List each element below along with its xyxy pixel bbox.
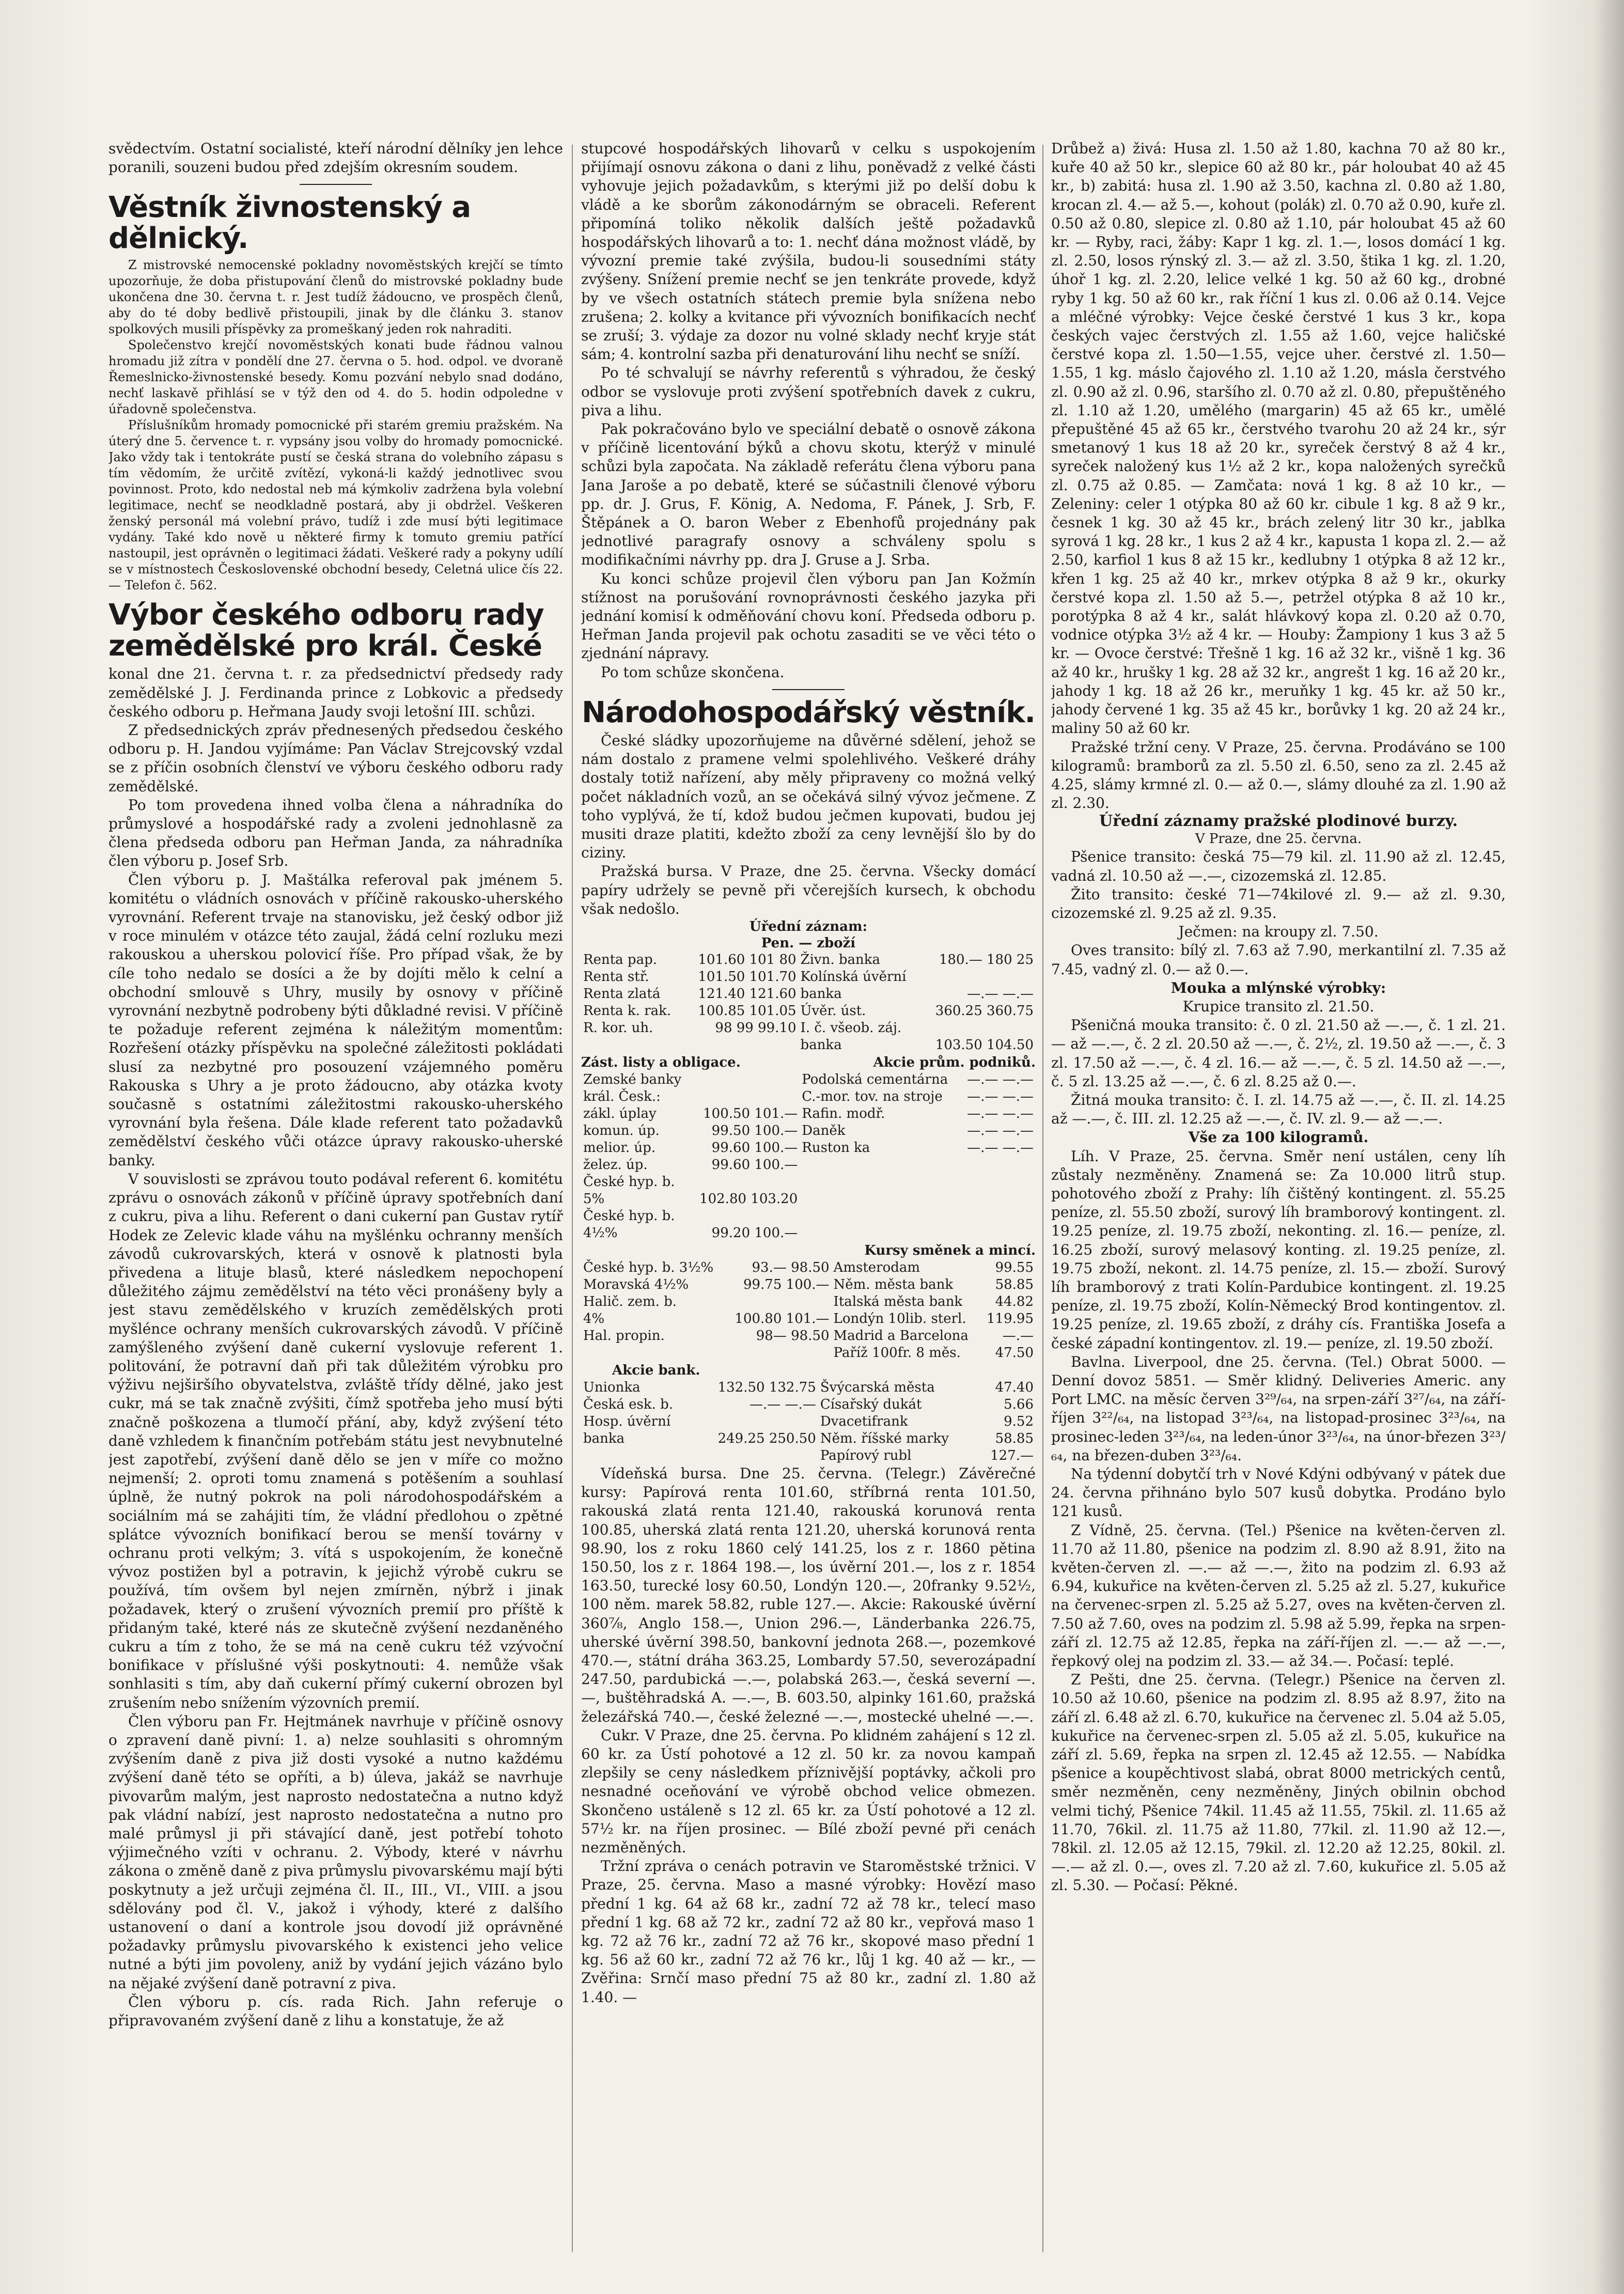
table-row: [581, 1020, 1036, 1037]
dateline: V Praze, dne 25. června.: [1195, 831, 1362, 847]
column-2: [581, 139, 1036, 2257]
table-cell: 98 99 99.10: [715, 1020, 797, 1036]
article-paragraph: Cukr. V Praze, dne 25. června. Po klidném zahájení s 12 zl. 60 kr. za Ústí pohotové a 12 zl. 50 kr. za novou kampaň zlepšily se ceny následkem příznivější poptávky, ačkoli pro nesnadné oceňování ve výrobě obchod velice obmezen. Skončeno ustáleně s 12 zl. 65 kr. za Ústí pohotové a 12 zl. 57½ kr. na říjen prosinec. — Bílé zboží pevné při cenách nezměněných.: [581, 1726, 1036, 1856]
column-rule-2: [1042, 145, 1043, 2252]
table-cell: komun. úp.: [583, 1122, 660, 1138]
table-cell: —.—: [1002, 1328, 1034, 1344]
article-paragraph: Z Vídně, 25. června. (Tel.) Pšenice na květen-červen zl. 11.70 až 11.80, pšenice na podzim zl. 8.90 až 8.91, žito na květen-červen zl. —.— až —.—, žito na podzim zl. 6.93 až 6.94, kukuřice na květen-červen zl. 5.25 až zl. 5.27, kukuřice na červenec-srpen zl. 5.25 až 5.27, oves na květen-červen zl. 7.50 až 7.60, oves na podzim zl. 5.98 až 5.99, řepka na srpen-září zl. 12.75 až 12.85, řepka na září-říjen zl. —.— až —.—, řepkový olej na podzim zl. 33.— až 34.—. Počasí: teplé.: [1051, 1521, 1506, 1670]
table-cell: [691, 1174, 800, 1191]
table-cell: [800, 1174, 960, 1191]
table-cell: král. Česk.:: [583, 1088, 661, 1104]
table-cell: 360.25 360.75: [935, 1003, 1034, 1019]
table-cell: 180.— 180 25: [939, 951, 1034, 967]
subheading-mouka: Mouka a mlýnské výrobky:: [1170, 979, 1386, 996]
table-cell: Česká esk. b.: [583, 1396, 674, 1412]
table-row: [581, 1105, 1036, 1122]
table-row: [581, 1191, 1036, 1208]
table-cell: Něm. říšské marky: [820, 1430, 949, 1446]
page-binding-shadow: [1593, 0, 1624, 2294]
table-row: [581, 1259, 1036, 1276]
table-cell: Zemské banky: [583, 1071, 682, 1087]
market-table-akcie-bank: [581, 1379, 1036, 1464]
article-paragraph: Ku konci schůze projevil člen výboru pan Jan Kožmín stížnost na porušování rovnoprávnosti českého jazyka při jednání komisí k odměňování chovu koní. Předseda odboru p. Heřman Janda projevil pak ochotu zasaditi se ve věci této o zjednání nápravy.: [581, 570, 1036, 662]
article-paragraph: Pak pokračováno bylo ve speciální debatě o osnově zákona v příčině licentování býků a chovu skotu, kterýž v minulé schůzi byla započata. Na základě referátu člena výboru pana Jana Jaroše a po debatě, které se súčastnili členové výboru pp. dr. J. Grus, F. König, A. Nedoma, F. Pánek, J. Srb, F. Štěpánek a O. baron Weber z Ebenhofů projednány pak jednotlivé paragrafy osnovy a schváleny spolu s modifikačními návrhy pp. dra J. Gruse a J. Srba.: [581, 420, 1036, 569]
table-cell: [695, 1413, 818, 1430]
subheading-akcie-bank: Akcie bank.: [612, 1362, 700, 1378]
table-cell: 103.50 104.50: [935, 1037, 1034, 1053]
table-row: [581, 1088, 1036, 1105]
table-row: [581, 986, 1036, 1003]
table-row: [581, 1157, 1036, 1174]
article-paragraph: Vše za 100 kilogramů.: [1188, 1129, 1369, 1146]
table-cell: —.— —.—: [749, 1396, 816, 1412]
market-table-header: Pen. — zboží: [761, 935, 856, 951]
table-cell: —.— —.—: [967, 1071, 1034, 1087]
table-cell: Papírový rubl: [820, 1447, 912, 1463]
article-paragraph: Pražské tržní ceny. V Praze, 25. června. Prodáváno se 100 kilogramů: bramborů za zl. 5.50 zl. 6.50, seno za zl. 2.45 až 4.25, slámy krmné zl. 0.— až 0.—, slámy dlouhé za zl. 1.90 až zl. 2.30.: [1051, 738, 1506, 812]
table-cell: 5%: [583, 1191, 605, 1207]
article-paragraph: Krupice transito zl. 21.50.: [1182, 997, 1375, 1015]
table-cell: [921, 1020, 1036, 1037]
article-paragraph: Na týdenní dobytčí trh v Nové Kdýni odbývaný v pátek due 24. června přihnáno bylo 507 kusů dobytka. Prodáno bylo 121 kusů.: [1051, 1465, 1506, 1520]
table-row: [581, 1430, 1036, 1447]
article-paragraph: Člen výboru pan Fr. Hejtmánek navrhuje v příčině osnovy o zpravení daně pivní: 1. a) nelze souhlasiti s ohromným zvýšením daně z piva již dosti vysoké a nutno každému zvýšení daně této se opříti, a b) úleva, jakáž se navrhuje pivovarům malým, jest naprosto nedostatečna a nutno když pak vládní nabízí, jest naprosto nedostatečna a nutno pro malé průmysl ji při stávající daně, jest potřebí tohoto výjimečného vzíti v ochranu. 2. Výbody, které v návrhu zákona o změně daně z piva průmyslu pivovarskému mají býti poskytnuty a jež určuji zejména čl. II., III., VI., VIII. a jsou sdělovány pod čl. V., jakož i výhody, které z dalšího ustanovení o daní a kontrole jsou dovodí již oprávněné požadavky průmyslu pivovarského k existenci jeho velice nutné a býti jim povoleny, aniž by vydání jejich vázáno bylo na nějaké zvýšení daně potravní z piva.: [108, 1712, 563, 1992]
table-cell: [800, 1191, 960, 1208]
article-paragraph: České sládky upozorňujeme na důvěrné sdělení, jehož se nám dostalo z pramene velmi spolehlivého. Veškeré dráhy dostaly totiž nařízení, aby měly připraveny co možná velký počet nákladních vozů, an se očekává silný vývoz ječmene. Z toho vyplývá, že tí, kdož budou ječmen kupovati, budou jej musiti draze platiti, kdežto zboží za ceny levnější šlo by do ciziny.: [581, 731, 1036, 862]
subheading-zast-listy: Zást. listy a obligace.: [581, 1054, 741, 1070]
market-table-smenky: [581, 1259, 1036, 1362]
table-row: [581, 1225, 1036, 1242]
article-paragraph: Žito transito: české 71—74kilové zl. 9.— až zl. 9.30, cizozemské zl. 9.25 až zl. 9.35.: [1051, 885, 1506, 922]
table-row: [581, 1071, 1036, 1088]
table-cell: 93.— 98.50: [752, 1259, 830, 1275]
table-cell: Paříž 100fr. 8 měs.: [833, 1345, 961, 1361]
table-cell: [960, 1208, 1036, 1225]
article-paragraph: konal dne 21. června t. r. za předsednictví předsedy rady zemědělské J. J. Ferdinanda prince z Lobkovic a předsedy českého odboru p. Heřmana Jaudy svoji letošní III. schůzi.: [108, 665, 563, 720]
article-paragraph: Z Pešti, dne 25. června. (Telegr.) Pšenice na červen zl. 10.50 až 10.60, pšenice na podzim zl. 8.95 až 8.97, žito na září zl. 6.48 až zl. 6.70, kukuřice na červenec zl. 5.04 až 5.05, kukuřice na červenec-srpen zl. 5.05 až zl. 5.05, kukuřice na září zl. 5.69, řepka na srpen zl. 12.45 až 12.55. — Nabídka pšenice a koupěchtivost slabá, obrat 8000 metrických centů, směr nezměněn, ceny nezměněny, Jiných obilnin obchod velmi tichý, Pšenice 74kil. 11.45 až 11.55, 75kil. zl. 11.65 až 11.70, 76kil. zl. 11.75 až 11.80, 77kil. zl. 11.90 až 12.—, 78kil. zl. 12.05 až 12.15, 79kil. zl. 12.20 až 12.25, 80kil. zl. —.— až zl. 0.—, oves zl. 7.20 až zl. 7.60, kukuřice zl. 5.05 až zl. 5.30. — Počasí: Pěkné.: [1051, 1671, 1506, 1894]
table-cell: [960, 1157, 1036, 1174]
table-cell: Švýcarská města: [820, 1379, 935, 1395]
table-cell: banka: [800, 986, 842, 1002]
table-cell: Podolská cementárna: [802, 1071, 948, 1087]
table-cell: zákl. úplay: [583, 1105, 657, 1121]
table-cell: [581, 1037, 684, 1054]
table-cell: —.— —.—: [967, 1140, 1034, 1156]
table-cell: —.— —.—: [967, 986, 1034, 1002]
article-paragraph: Bavlna. Liverpool, dne 25. června. (Tel.) Obrat 5000. — Denní dovoz 5851. — Směr klidný. Deliveries Americ. any Port LMC. na měsíc červen 3²⁹/₆₄, na srpen-září 3²⁷/₆₄, na září-říjen 3²²/₆₄, na listopad 3²³/₆₄, na listopad-prosinec 3²³/₆₄, na prosinec-leden 3²³/₆₄, na leden-únor 3²³/₆₄, na únor-březen 3²³/₆₄, na březen-duben 3²³/₆₄.: [1051, 1353, 1506, 1464]
table-cell: [800, 1208, 960, 1225]
article-paragraph: Líh. V Praze, 25. června. Směr není ustálen, ceny líh zůstaly nezměněny. Znamená se: Za 10.000 litrů stup. pohotového zboží z Prahy: líh čištěný kontingent. zl. 55.25 peníze, zl. 55.50 zboží, surový líh bramborový kontingent. zl. 19.25 peníze, zl. 19.75 zboží, nekonting. zl. 16.— peníze, zl. 16.25 zboží, surový melasový konting. zl. 19.25 peníze, zl. 19.75 zboží, nekont. zl. 14.75 peníze, zl. 15.— zboží. Surový líh bramborový z trati Kolín-Pardubice kontingent. zl. 19.25 peníze, zl. 19.75 zboží, Kolín-Německý Brod kontingentov. zl. 19.25 peníze, zl. 19.65 zboží, z dráhy cís. Františka Josefa a české západní kontingentov. zl. 19.— peníze, zl. 19.50 zboží.: [1051, 1147, 1506, 1352]
table-cell: Unionka: [583, 1379, 641, 1395]
table-cell: [800, 1157, 960, 1174]
article-paragraph: Příslušníkům hromady pomocnické při starém gremiu pražském. Na úterý dne 5. července t. r. vypsány jsou volby do hromady pomocnické. Jako vždy tak i tentokráte pustí se česká strana do volebního zápasu s tím vědomím, že určitě zvítězí, vykoná-li každý jednotlivec svou povinnost. Proto, kdo nedostal neb má kýmkoliv zadržena byla volební legitimace, nechť se neodkladně postará, aby ji obdržel. Veškeren ženský personál má volební právo, tudíž i zde musí býti legitimace vydány. Také kdo nově u některé firmy k tomuto gremiu patřící nastoupil, jest oprávněn o legitimaci žádati. Veškeré rady a pokyny udílí se v místnostech Československé obchodní besedy, Celetná ulice čís 22. — Telefon č. 562.: [108, 418, 563, 593]
intro-paragraph: svědectvím. Ostatní socialisté, kteří národní dělníky jen lehce poranili, souzeni budou před zdejším okresním soudem.: [108, 140, 563, 176]
table-cell: 5.66: [1004, 1396, 1034, 1412]
table-cell: České hyp. b.: [583, 1174, 675, 1190]
table-row: [581, 1174, 1036, 1191]
table-cell: [725, 1345, 831, 1362]
table-row: [581, 1396, 1036, 1413]
table-cell: Renta stř.: [583, 969, 649, 985]
market-table-renta: [581, 951, 1036, 1054]
table-row: [581, 1447, 1036, 1464]
table-cell: Italská města bank: [833, 1293, 963, 1309]
table-cell: [691, 1208, 800, 1225]
market-table-obligace: [581, 1071, 1036, 1242]
table-cell: Živn. banka: [800, 951, 881, 967]
table-cell: 99.75 100.—: [743, 1276, 830, 1292]
table-cell: 9.52: [1004, 1413, 1034, 1429]
separator: [300, 184, 372, 185]
table-row: [581, 1413, 1036, 1430]
table-cell: České hyp. b.: [583, 1208, 675, 1224]
table-cell: 127.—: [990, 1447, 1034, 1463]
table-cell: [695, 1447, 818, 1464]
table-cell: Halič. zem. b.: [583, 1293, 677, 1309]
article-paragraph: Pšenice transito: česká 75—79 kil. zl. 11.90 až zl. 12.45, vadná zl. 10.50 až —.—, cizozemská zl. 12.85.: [1051, 848, 1506, 884]
table-cell: Hosp. úvěrní: [583, 1413, 671, 1429]
table-cell: 4%: [583, 1310, 605, 1327]
table-cell: 99.20 100.—: [711, 1225, 798, 1241]
table-cell: 249.25 250.50: [717, 1430, 816, 1446]
article-paragraph: Žitná mouka transito: č. I. zl. 14.75 až —.—, č. II. zl. 14.25 až —.—, č. III. zl. 12.25 až —.—, č. IV. zl. 9.— až —.—.: [1051, 1091, 1506, 1128]
column-rule-1: [572, 145, 573, 2252]
table-cell: Moravská 4½%: [583, 1276, 689, 1292]
market-table-title: Úřední záznam:: [749, 918, 868, 934]
article-paragraph: Člen výboru p. J. Maštálka referoval pak jménem 5. komitétu o vládních osnovách v příčině rakousko-uherského vyrovnání. Referent trvaje na stanovisku, jež český odbor již v roce minulém v otázce této zaujal, žádá celní rozluku mezi rakouskou a uherskou polovicí říše. Pro případ však, že by cíle toho nedalo se dosíci a že by dojíti mělo k celní a obchodní smlouvě s Uhry, musily by osnovy v příčině vyrovnání nezbytně podrobeny býti důkladné revisi. V příčině te požaduje referent zejména k náležitým momentům: Rozřešení otázky příspěvku na společné záležitosti pokládati slusí za nezbytné pro posouzení vzájemného poměru Rakouska s Uhry a je proto žádoucno, aby otázka kvoty současně s ostatními záležitostmi rakousko-uherského vyrovnání byla řešena. Dále klade referent tato požadavků zemědělství českého vůči otázce úpravy rakousko-uherské banky.: [108, 871, 563, 1169]
article-paragraph: Drůbež a) živá: Husa zl. 1.50 až 1.80, kachna 70 až 80 kr., kuře 40 až 50 kr., slepice 60 až 80 kr., pár holoubat 40 až 45 kr., b) zabitá: husa zl. 1.90 až 3.50, kachna zl. 0.80 až 1.80, krocan zl. 4.— až 5.—, kohout (polák) zl. 0.70 až 0.90, kuře zl. 0.50 až 0.80, slepice zl. 0.80 až 1.10, pár holoubat 45 až 60 kr. — Ryby, raci, žáby: Kapr 1 kg. zl. 1.—, losos domácí 1 kg. zl. 2.50, losos rýnský zl. 3.— až zl. 3.50, štika 1 kg. zl. 1.20, úhoř 1 kg. zl. 2.20, lelice velké 1 kg. 50 až 60 kg., drobné ryby 1 kg. 50 až 60 kr., rak říční 1 kus zl. 0.06 až 0.14. Vejce a mléčné výrobky: Vejce české čerstvé 1 kus 3 kr., kopa českých vajec čerstvých zl. 1.55 až 1.60, vejce haličské čerstvé kopa zl. 1.50—1.55, vejce uher. čerstvé zl. 1.50—1.55, 1 kg. máslo čajového zl. 1.10 až 1.20, másla čerstvého zl. 0.90 až zl. 0.96, staršího zl. 0.70 až zl. 0.80, přepuštěného zl. 1.10 až 1.20, umělého (margarin) 45 až 65 kr., umělé přepuštěné 45 až 65 kr., čerstvého tvarohu 20 až 24 kr., sýr smetanový 1 kus 18 až 20 kr., syreček čerstvý 8 až 4 kr., syreček naložený kus 1½ až 2 kr., kopa naložených syrečků zl. 0.75 až 0.85. — Zamčata: nová 1 kg. 8 až 10 kr., — Zeleniny: celer 1 otýpka 80 až 60 kr. cibule 1 kg. 8 až 9 kr., česnek 1 kg. 30 až 45 kr., brách zelený litr 30 kr., jablka syrová 1 kg. 28 kr., 1 kus 2 až 4 kr., kapusta 1 kopa zl. 2.— až 2.50, karfiol 1 kus 8 až 15 kr., kedlubny 1 otýpka 8 až 12 kr., křen 1 kg. 25 až 40 kr., mrkev otýpka 8 až 9 kr., okurky čerstvé kopa zl. 1.50 až 5.—, petržel otýpka 8 až 10 kr., porotýpka 8 až 4 kr., salát hlávkový kopa zl. 0.20 až 0.70, vodnice otýpka 3½ až 4 kr. — Houby: Žampiony 1 kus 3 až 5 kr. — Ovoce čerstvé: Třešně 1 kg. 16 až 32 kr., višně 1 kg. 36 až 40 kr., hrušky 1 kg. 28 až 32 kr., angrešt 1 kg. 16 až 20 kr., jahody 1 kg. 18 až 26 kr., meruňky 1 kg. 45 kr. až 50 kr., jahody červené 1 kg. 35 až 45 kr., borůvky 1 kg. 20 až 24 kr., maliny 50 až 60 kr.: [1051, 140, 1506, 737]
table-cell: Daněk: [802, 1122, 846, 1138]
article-paragraph: Po tom provedena ihned volba člena a náhradníka do průmyslové a hospodářské rady a zvoleni jednohlasně za člena předseda odboru pan Heřman Janda, za náhradníka člen výboru p. Josef Srb.: [108, 796, 563, 870]
article-paragraph: Pšeničná mouka transito: č. 0 zl. 21.50 až —.—, č. 1 zl. 21.— až —.—, č. 2 zl. 20.50 až —.—, č. 2½, zl. 19.50 až —.—, č. 3 zl. 17.50 až —.—, č. 4 zl. 16.— až —.—, č. 5 zl. 14.50 až —.—, č. 5 zl. 13.25 až —.—, č. 6 zl. 8.25 až 0.—.: [1051, 1017, 1506, 1090]
table-cell: 99.60 100.—: [711, 1140, 798, 1156]
table-cell: [581, 1345, 725, 1362]
table-row: [581, 1276, 1036, 1293]
table-cell: Něm. města bank: [833, 1276, 954, 1292]
table-cell: [921, 969, 1036, 986]
table-cell: [960, 1174, 1036, 1191]
table-row: [581, 1037, 1036, 1054]
table-cell: banka: [800, 1037, 842, 1053]
article-paragraph: Člen výboru p. cís. rada Rich. Jahn referuje o připravovaném zvýšení daně z lihu a konstatuje, že až: [108, 1993, 563, 2030]
column-3: [1051, 139, 1506, 2257]
table-row: [581, 969, 1036, 986]
subheading-akcie-prum: Akcie prům. podniků.: [873, 1054, 1036, 1070]
column-1: [108, 139, 563, 2257]
table-cell: Rafin. modř.: [802, 1105, 885, 1121]
article-paragraph: V souvislosti se zprávou touto podával referent 6. komitétu zprávu o osnovách zákonů v příčině úpravy spotřebních daní z cukru, piva a lihu. Referent o dani cukerní pan Gustav rytíř Hodek ze Zelevic klade váhu na myšlénku ochranny menších závodů cukrovarských, která v osnově k platnosti byla přivedena a lituje blasů, které následkem nepochopení důležitého zájmu zemědělství na této věci pronášeny byly a jest stavu zemědělského v kruzích zemědělských proti myšlénce ochrany menších cukrovarských závodů. V příčině zamýšleného zvýšení daně cukerní vyslovuje referent 1. politování, že potravní daň při tak důležitém výrobku pro výživu nejširšího obyvatelstva, zvláště třídy dělné, jako jest cukr, má se tak značně zvýšiti, čímž spotřeba jeho musí býti značně poškozena a tlumočí přání, aby, když zvýšení této daně vzhledem k finančním potřebám státu jest nevybnutelné jest zapotřebí, zvýšení daně dělo se jen v míře co možno nejmenší; 2. oproti tomu znamená s potěšením a souhlasí úplně, že nutný pokrok na poli národohospodářském a sociálním má se zahájiti tím, že vládní předlohou o zpětné splátce vývozních bonifikací berou se menší továrny v ochranu proti velkým; 3. vítá s uspokojením, že konečně vývoz postižen byl a potravin, k jejichž výrobě cukru se používá, tím ovšem byl nejen zmírněn, nýbrž i jinak požadavek, který o zrušení vývozních premií pro příště k přidaným také, které nás ze skutečně zvýšení nezdaněného cukru a tím z toho, že se má na ceně cukru též vzývoční bonifikace v příslušné výši poskytnouti: 4. nemůže však sonhlasiti s tím, aby daň cukerní přímý cukerní obrozen byl zrušením nebo snížením výzovních premií.: [108, 1170, 563, 1711]
table-cell: C.-mor. tov. na stroje: [802, 1088, 943, 1104]
table-row: [581, 1140, 1036, 1157]
article-paragraph: Z mistrovské nemocenské pokladny novoměstských krejčí se tímto upozorňuje, že doba přistupování členů do mistrovské pokladny bude ukončena dne 30. června t. r. Jest tudíž žádoucno, ve prospěch členů, aby do té doby bedlivě přistoupili, jinak by dle článku 3. stanov spolkových musili příspěvky za promeškaný jeden rok nahraditi.: [108, 258, 563, 337]
table-row: [581, 1328, 1036, 1345]
table-cell: Renta pap.: [583, 951, 657, 967]
table-cell: Madrid a Barcelona: [833, 1328, 969, 1344]
table-cell: [960, 1225, 1036, 1242]
table-cell: [691, 1088, 800, 1105]
table-cell: Císařský dukát: [820, 1396, 922, 1412]
table-cell: 132.50 132.75: [717, 1379, 816, 1395]
table-cell: 99.60 100.—: [711, 1157, 798, 1173]
article-paragraph: Z předsednických zpráv přednesených předsedou českého odboru p. H. Jandou vyjímáme: Pan Václav Strejcovský vzdal se z příčin osobních členství ve výboru českého odboru rady zemědělské.: [108, 722, 563, 795]
table-cell: banka: [583, 1430, 625, 1446]
table-cell: [691, 1071, 800, 1088]
table-cell: České hyp. b. 3½%: [583, 1259, 714, 1275]
table-row: [581, 1345, 1036, 1362]
table-cell: Londýn 10lib. sterl.: [833, 1310, 966, 1327]
table-cell: R. kor. uh.: [583, 1020, 653, 1036]
table-cell: Ruston ka: [802, 1140, 870, 1156]
table-cell: 58.85: [995, 1430, 1034, 1446]
table-cell: Kolínská úvěrní: [800, 969, 907, 985]
table-cell: 99.55: [995, 1259, 1034, 1275]
table-cell: 100.50 101.—: [703, 1105, 798, 1121]
table-row: [581, 1293, 1036, 1310]
table-cell: 101.60 101 80: [698, 951, 797, 967]
heading-vybor-ceskeho-odboru: Výbor českého odboru rady zemědělské pro král. České: [108, 598, 544, 663]
article-paragraph: Po té schvalují se návrhy referentů s výhradou, že český odbor se vyslovuje proti zvýšení spotřebních davek z cukru, piva a lihu.: [581, 364, 1036, 419]
article-paragraph: Po tom schůze skončena.: [601, 663, 785, 681]
table-row: [581, 1122, 1036, 1140]
table-cell: Úvěr. úst.: [800, 1003, 866, 1019]
table-cell: 4½%: [583, 1225, 618, 1241]
table-cell: 58.85: [995, 1276, 1034, 1292]
table-cell: Renta k. rak.: [583, 1003, 672, 1019]
table-cell: [960, 1191, 1036, 1208]
table-cell: Renta zlatá: [583, 986, 661, 1002]
table-cell: 44.82: [995, 1293, 1034, 1309]
table-cell: —.— —.—: [967, 1122, 1034, 1138]
table-cell: 47.40: [995, 1379, 1034, 1395]
table-cell: Amsterodam: [833, 1259, 920, 1275]
table-cell: 102.80 103.20: [699, 1191, 798, 1207]
article-paragraph: Oves transito: bílý zl. 7.63 až 7.90, merkantilní zl. 7.35 až 7.45, vadný zl. 0.— až 0.—.: [1051, 942, 1506, 978]
heading-vestnik-zivnostensky: Věstník živnostenský a dělnický.: [108, 191, 471, 256]
table-cell: 99.50 100.—: [711, 1122, 798, 1138]
table-row: [581, 1208, 1036, 1225]
table-row: [581, 1379, 1036, 1396]
heading-urední-zaznamy: Úřední záznamy pražské plodinové burzy.: [1099, 812, 1458, 831]
table-cell: 100.85 101.05: [698, 1003, 797, 1019]
table-cell: Hal. propin.: [583, 1328, 665, 1344]
subheading-kursy-smenek: Kursy směnek a mincí.: [864, 1242, 1036, 1258]
table-cell: 119.95: [987, 1310, 1034, 1327]
article-paragraph: Pražská bursa. V Praze, dne 25. června. Všecky domácí papíry udržely se pevně při včerejších kursech, k obchodu však nedošlo.: [581, 863, 1036, 917]
article-paragraph: Vídeňská bursa. Dne 25. června. (Telegr.) Závěrečné kursy: Papírová renta 101.60, stříbrná renta 101.50, rakouská zlatá renta 121.40, rakouská korunová renta 100.85, uherská zlatá renta 121.20, uherská korunová renta 98.90, los z roku 1860 celý 141.25, los z r. 1860 pětina 150.50, los z r. 1864 198.—, los úvěrní 201.—, los z r. 1854 163.50, turecké losy 60.50, Londýn 120.—, 20franky 9.52½, 100 něm. marek 58.82, ruble 127.—. Akcie: Rakouské úvěrní 360⅞, Anglo 158.—, Union 296.—, Länderbanka 226.75, uherské úvěrní 398.50, bankovní jednota 268.—, pozemkové 470.—, státní dráha 363.25, Lombardy 57.50, severozápadní 247.50, pardubická —.—, polabská 263.—, česká severní —.—, buštěhradská A. —.—, B. 603.50, alpinky 161.60, pražská železářská 740.—, české železné —.—, mostecké uhelné —.—.: [581, 1464, 1036, 1725]
separator: [772, 689, 845, 690]
table-cell: melior. úp.: [583, 1140, 656, 1156]
table-cell: [725, 1293, 831, 1310]
table-cell: —.— —.—: [967, 1105, 1034, 1121]
table-row: [581, 1003, 1036, 1020]
article-paragraph: Společenstvo krejčí novoměstských konati bude řádnou valnou hromadu již zítra v pondělí dne 27. června o 5. hod. odpol. ve dvoraně Řemeslnicko-živnostenské besedy. Komu pozvání nebylo snad dodáno, nechť laskavě přihlásí se v týž den od 4. do 5. hodin odpoledne v úřadovně společenstva.: [108, 338, 563, 417]
heading-narodohospodarsky-vestnik: Národohospodářský věstník.: [582, 695, 1035, 729]
table-cell: —.— —.—: [967, 1088, 1034, 1104]
article-paragraph: stupcové hospodářských lihovarů v celku s uspokojením přijímají osnovu zákona o dani z lihu, poněvadž z velké části vyhovuje jejich požadavkům, s kterými již po delší dobu k vládě a ke sborům zákonodárným se obraceli. Referent připomíná toliko několik dalších ještě požadavků hospodářských lihovarů a to: 1. nechť dána možnost vládě, by vývozní premie také zvýšila, budou-li sousedními státy zvýšeny. Snížení premie nechť se jen tenkráte provede, když by ve všech ostatních státech premie byla snížena nebo zrušena; 2. kolky a kvitance při vývozních bonifikacích nechť se zruší; 3. výdaje za dozor nu volné sklady nechť kryje stát sám; 4. kontrolní sazba při denaturování lihu nechť se sníží.: [581, 140, 1036, 363]
article-paragraph: Ječmen: na kroupy zl. 7.50.: [1178, 923, 1379, 941]
table-cell: I. č. všeob. záj.: [800, 1020, 902, 1036]
table-cell: želez. úp.: [583, 1157, 648, 1173]
table-cell: [684, 1037, 798, 1054]
table-row: [581, 951, 1036, 969]
table-cell: 98— 98.50: [756, 1328, 830, 1344]
table-cell: [581, 1447, 695, 1464]
table-row: [581, 1310, 1036, 1328]
article-paragraph: Tržní zpráva o cenách potravin ve Staroměstské tržnici. V Praze, 25. června. Maso a masné výrobky: Hovězí maso přední 1 kg. 64 až 68 kr., zadní 72 až 78 kr., telecí maso přední 1 kg. 68 až 72 kr., zadní 72 až 80 kr., vepřová maso 1 kg. 72 až 76 kr., zadní 72 až 76 kr., skopové maso přední 1 kg. 56 až 60 kr., zadní 72 až 76 kr., lůj 1 kg. 40 až — kr., — Zvěřina: Srnčí maso přední 75 až 80 kr., zadní zl. 1.80 až 1.40. —: [581, 1858, 1036, 2006]
table-cell: 47.50: [995, 1345, 1034, 1361]
table-cell: 100.80 101.—: [735, 1310, 830, 1327]
table-cell: 121.40 121.60: [698, 986, 797, 1002]
table-cell: [800, 1225, 960, 1242]
table-cell: Dvacetifrank: [820, 1413, 908, 1429]
table-cell: 101.50 101.70: [698, 969, 797, 985]
